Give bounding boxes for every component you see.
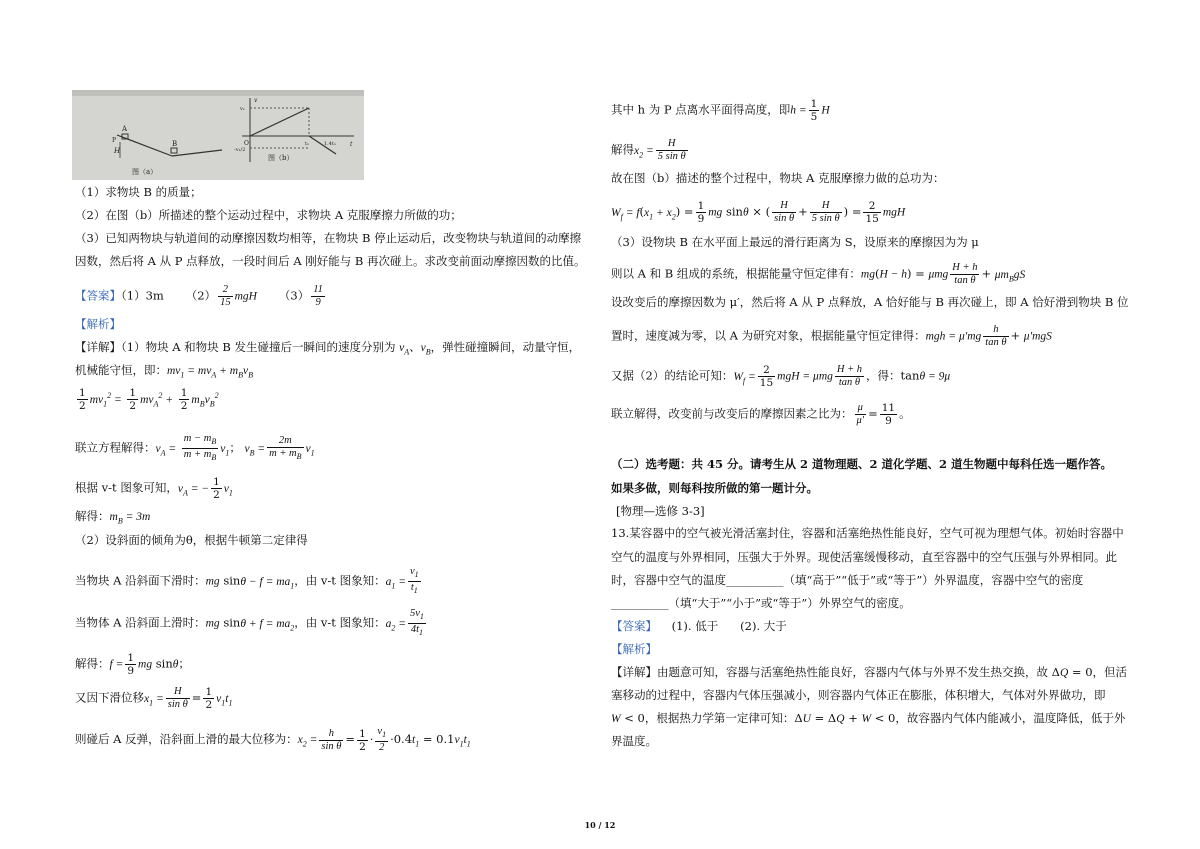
fig-neg: -v₁/2 <box>234 147 246 153</box>
fig-label-A: A <box>122 125 128 133</box>
right-8b: ，得： <box>866 368 901 383</box>
detail-line-5: 解得：$m_B = 3m$ <box>75 509 151 526</box>
answer-tag: 【答案】 <box>75 288 121 303</box>
fig-label-P: P <box>112 137 117 144</box>
detail-10: 又因下滑位移 <box>75 690 144 705</box>
right-7: 置时，速度减为零，以 A 为研究对象，根据能量守恒定律得： <box>611 328 926 343</box>
fig-a-caption: 图（a） <box>132 168 158 176</box>
detail-line-2: 机械能守恒，即：$mv_1 = mv_A + m_Bv_B$ <box>75 363 253 380</box>
answer-line-13 <box>611 618 787 634</box>
detail-line-4: 根据 v-t 图象可知，$v_A$ = − $\frac{1}{2}$ $v_1$ <box>75 476 233 501</box>
detail-2: 机械能守恒，即： <box>75 363 167 377</box>
answer-3-frac: $\frac{11}{9}$ <box>313 284 323 308</box>
problem-figure <box>72 90 364 180</box>
answer-1: （1）3m <box>121 288 164 303</box>
figure-drawing <box>72 90 364 180</box>
explain-line-4: 界温度。 <box>611 734 657 748</box>
fig-label-H: H <box>114 147 121 155</box>
answer-tag-13: 【答案】 <box>611 619 657 633</box>
detail-line-9: 解得：f = $\frac{1}{9}$ mg sinθ； <box>75 652 190 677</box>
right-line-1: 其中 h 为 P 点离水平面得高度，即h = $\frac{1}{5}$ H <box>611 98 830 123</box>
explain-1a: 【详解】由题意可知，容器与活塞绝热性能良好，容器内气体与外界不发生热交换，故 <box>611 665 1048 679</box>
right-1: 其中 h 为 P 点离水平面得高度，即 <box>611 102 791 117</box>
answer-line: 【答案】（1）3m （2） $\frac{2}{15}$ mgH （3） $\frac{11}{9}$ <box>75 284 323 308</box>
explain-line-3: W < 0，根据热力学第一定律可知：ΔU = ΔQ + W < 0，故容器内气体内能减小，温度降低，低于外 <box>611 711 1126 725</box>
detail-8b: ，由 v-t 图象知： <box>294 615 386 630</box>
detail-line-1: 【详解】（1）物块 A 和物块 B 发生碰撞后一瞬间的速度分别为 $v_A$、$v_B$，弹性碰撞瞬间，动量守恒， <box>75 340 581 357</box>
work-equation: $W_f = f(x_1 + x_2)$ = $\frac{1}{9}$ mg sinθ × ( $\frac{H}{\text{sin θ}}$ + $\frac{H}{\text{5 sin θ}}$ ) = $\frac{2}{15}$ mgH <box>611 200 906 225</box>
detail-line-3: 联立方程解得：$v_A$ = $\frac{m - m_B}{m + m_B}$ $v_1$； $v_B$ = $\frac{2m}{m + m_B}$ $v_1$ <box>75 433 315 463</box>
answer-3-label: （3） <box>278 288 310 303</box>
right-line-3: 故在图（b）描述的整个过程中，物块 A 克服摩擦力做的总功为： <box>611 171 945 185</box>
analysis-tag: 【解析】 <box>75 317 121 331</box>
right-2: 解得 <box>611 142 634 157</box>
explain-1b: ，但活 <box>1092 665 1128 679</box>
section-subheading: [物理—选修 3-3] <box>616 504 705 518</box>
question-2: （2）在图（b）所描述的整个运动过程中，求物块 A 克服摩擦力所做的功； <box>75 208 462 222</box>
detail-line-10: 又因下滑位移$x_1$ = $\frac{H}{\text{sin θ}}$ = $\frac{1}{2}$ $v_1t_1$ <box>75 686 233 711</box>
detail-1a: 【详解】（1）物块 A 和物块 B 发生碰撞后一瞬间的速度分别为 <box>75 340 396 354</box>
detail-line-8: 当物体 A 沿斜面上滑时：mg $\sin\theta + f = ma_2$，由 v-t 图象知：$a_2$ = $\frac{5v_1}{4t_1}$ <box>75 608 424 638</box>
explain-line-2: 塞移动的过程中，容器内气体压强减小，则容器内气体正在膨胀，体积增大，气体对外界做功，即 <box>611 688 1106 702</box>
fig-t1: t₁ <box>305 141 310 147</box>
detail-7a: 当物块 A 沿斜面下滑时： <box>75 573 206 588</box>
question-3-line1: （3）已知两物块与轨道间的动摩擦因数均相等，在物块 B 停止运动后，改变物块与轨道间的动摩擦 <box>75 231 582 245</box>
fig-b-caption: 图（b） <box>268 154 294 162</box>
right-line-8: 又据（2）的结论可知：$W_f$ = $\frac{2}{15}$ mgH = μmg $\frac{H + h}{\text{tan θ}}$ ，得：tanθ = 9μ <box>611 364 951 389</box>
problem-13-line4: __________（填“大于”“小于”或“等于”）外界空气的密度。 <box>611 596 911 610</box>
question-1: （1）求物块 B 的质量； <box>75 185 202 199</box>
problem-13-line2: 空气的温度与外界相同，压强大于外界。现使活塞缓慢移动，直至容器中的空气压强与外界相同。此 <box>611 550 1117 564</box>
right-line-4: （3）设物块 B 在水平面上最远的滑行距离为 S，设原来的摩擦因为为 μ <box>611 235 979 249</box>
right-8a: 又据（2）的结论可知： <box>611 368 734 383</box>
analysis-tag-13: 【解析】 <box>611 642 657 656</box>
page-number: 10 / 12 <box>584 820 616 830</box>
fig-axis-t: t <box>350 141 353 148</box>
detail-4: 根据 v-t 图象可知， <box>75 480 178 495</box>
problem-13-line3: 时，容器中空气的温度__________（填“高于”“低于”或“等于”）外界温度，容器中空气的密度 <box>611 573 1084 587</box>
detail-11: 则碰后 A 反弹，沿斜面上滑的最大位移为： <box>75 732 298 747</box>
detail-3: 联立方程解得： <box>75 440 156 455</box>
explain-line-1: 【详解】由题意可知，容器与活塞绝热性能良好，容器内气体与外界不发生热交换，故 ΔQ = 0，但活 <box>611 665 1128 679</box>
right-line-5: 则以 A 和 B 组成的系统，根据能量守恒定律有：mg(H − h) = μmg $\frac{H + h}{\text{tan θ}}$ + $\mu m_BgS$ <box>611 262 1026 286</box>
right-9: 联立解得，改变前与改变后的摩擦因素之比为： <box>611 406 853 421</box>
fig-axis-O: O <box>244 140 249 147</box>
detail-9: 解得： <box>75 656 110 671</box>
detail-1b: ，弹性碰撞瞬间，动量守恒， <box>430 340 581 354</box>
explain-3a: ，根据热力学第一定律可知： <box>644 711 795 725</box>
answer-2-frac: $\frac{2}{15}$ <box>220 284 231 308</box>
answer-2-label: （2） <box>185 288 217 303</box>
problem-13-line1: 13.某容器中的空气被光滑活塞封住，容器和活塞绝热性能良好，空气可视为理想气体。初始时容器中 <box>611 526 1124 540</box>
section-heading-1: （二）选考题：共 45 分。请考生从 2 道物理题、2 道化学题、2 道生物题中每科任选一题作答。 <box>611 457 1113 471</box>
detail-5: 解得： <box>75 509 110 523</box>
question-3-line2: 因数，然后将 A 从 P 点释放，一段时间后 A 刚好能与 B 再次碰上。求改变前面动摩擦因数的比值。 <box>75 254 586 268</box>
detail-line-7: 当物块 A 沿斜面下滑时：mg $\sin\theta - f = ma_1$，由 v-t 图象知：$a_1$ = $\frac{v_1}{t_1}$ <box>75 566 419 596</box>
section-heading-2: 如果多做，则每科按所做的第一题计分。 <box>611 481 818 495</box>
fig-v1: v₁ <box>240 106 245 112</box>
detail-line-6: （2）设斜面的倾角为θ，根据牛顿第二定律得 <box>75 533 308 547</box>
explain-3b: ，故容器内气体内能减小，温度降低，低于外 <box>895 711 1126 725</box>
detail-8a: 当物体 A 沿斜面上滑时： <box>75 615 206 630</box>
detail-7b: ，由 v-t 图象知： <box>294 573 386 588</box>
right-line-2: 解得$x_2$ = $\frac{H}{\text{5 sin θ}}$ <box>611 138 686 162</box>
answer-13: (1). 低于 (2). 大于 <box>671 619 787 633</box>
fig-t14: 1.4t₁ <box>324 141 336 147</box>
fig-axis-v: v <box>254 97 258 104</box>
right-line-7: 置时，速度减为零，以 A 为研究对象，根据能量守恒定律得：mgh = μ′mg $\frac{h}{\text{tan θ}}$ + μ′mgS <box>611 324 1052 348</box>
detail-line-11: 则碰后 A 反弹，沿斜面上滑的最大位移为：$x_2$ = $\frac{h}{\text{sin θ}}$ = $\frac{1}{2}$ · $\frac{v_1}{2}$ $\cdot 0.4t_1 = 0.1v_1t_1$ <box>75 726 471 754</box>
right-line-9: 联立解得，改变前与改变后的摩擦因素之比为： $\frac{\mu}{\mu'}$ = $\frac{11}{9}$ 。 <box>611 402 911 427</box>
energy-equation: $\frac{1}{2}$ $mv_1^2$ = $\frac{1}{2}$ $mv_A^2$ + $\frac{1}{2}$ $m_Bv_B^2$ <box>79 387 219 412</box>
right-5: 则以 A 和 B 组成的系统，根据能量守恒定律有： <box>611 266 861 281</box>
right-line-6: 设改变后的摩擦因数为 μ′，然后将 A 从 P 点释放，A 恰好能与 B 再次碰上，即 A 恰好滑到物块 B 位 <box>611 295 1129 309</box>
fig-label-B: B <box>172 140 178 148</box>
